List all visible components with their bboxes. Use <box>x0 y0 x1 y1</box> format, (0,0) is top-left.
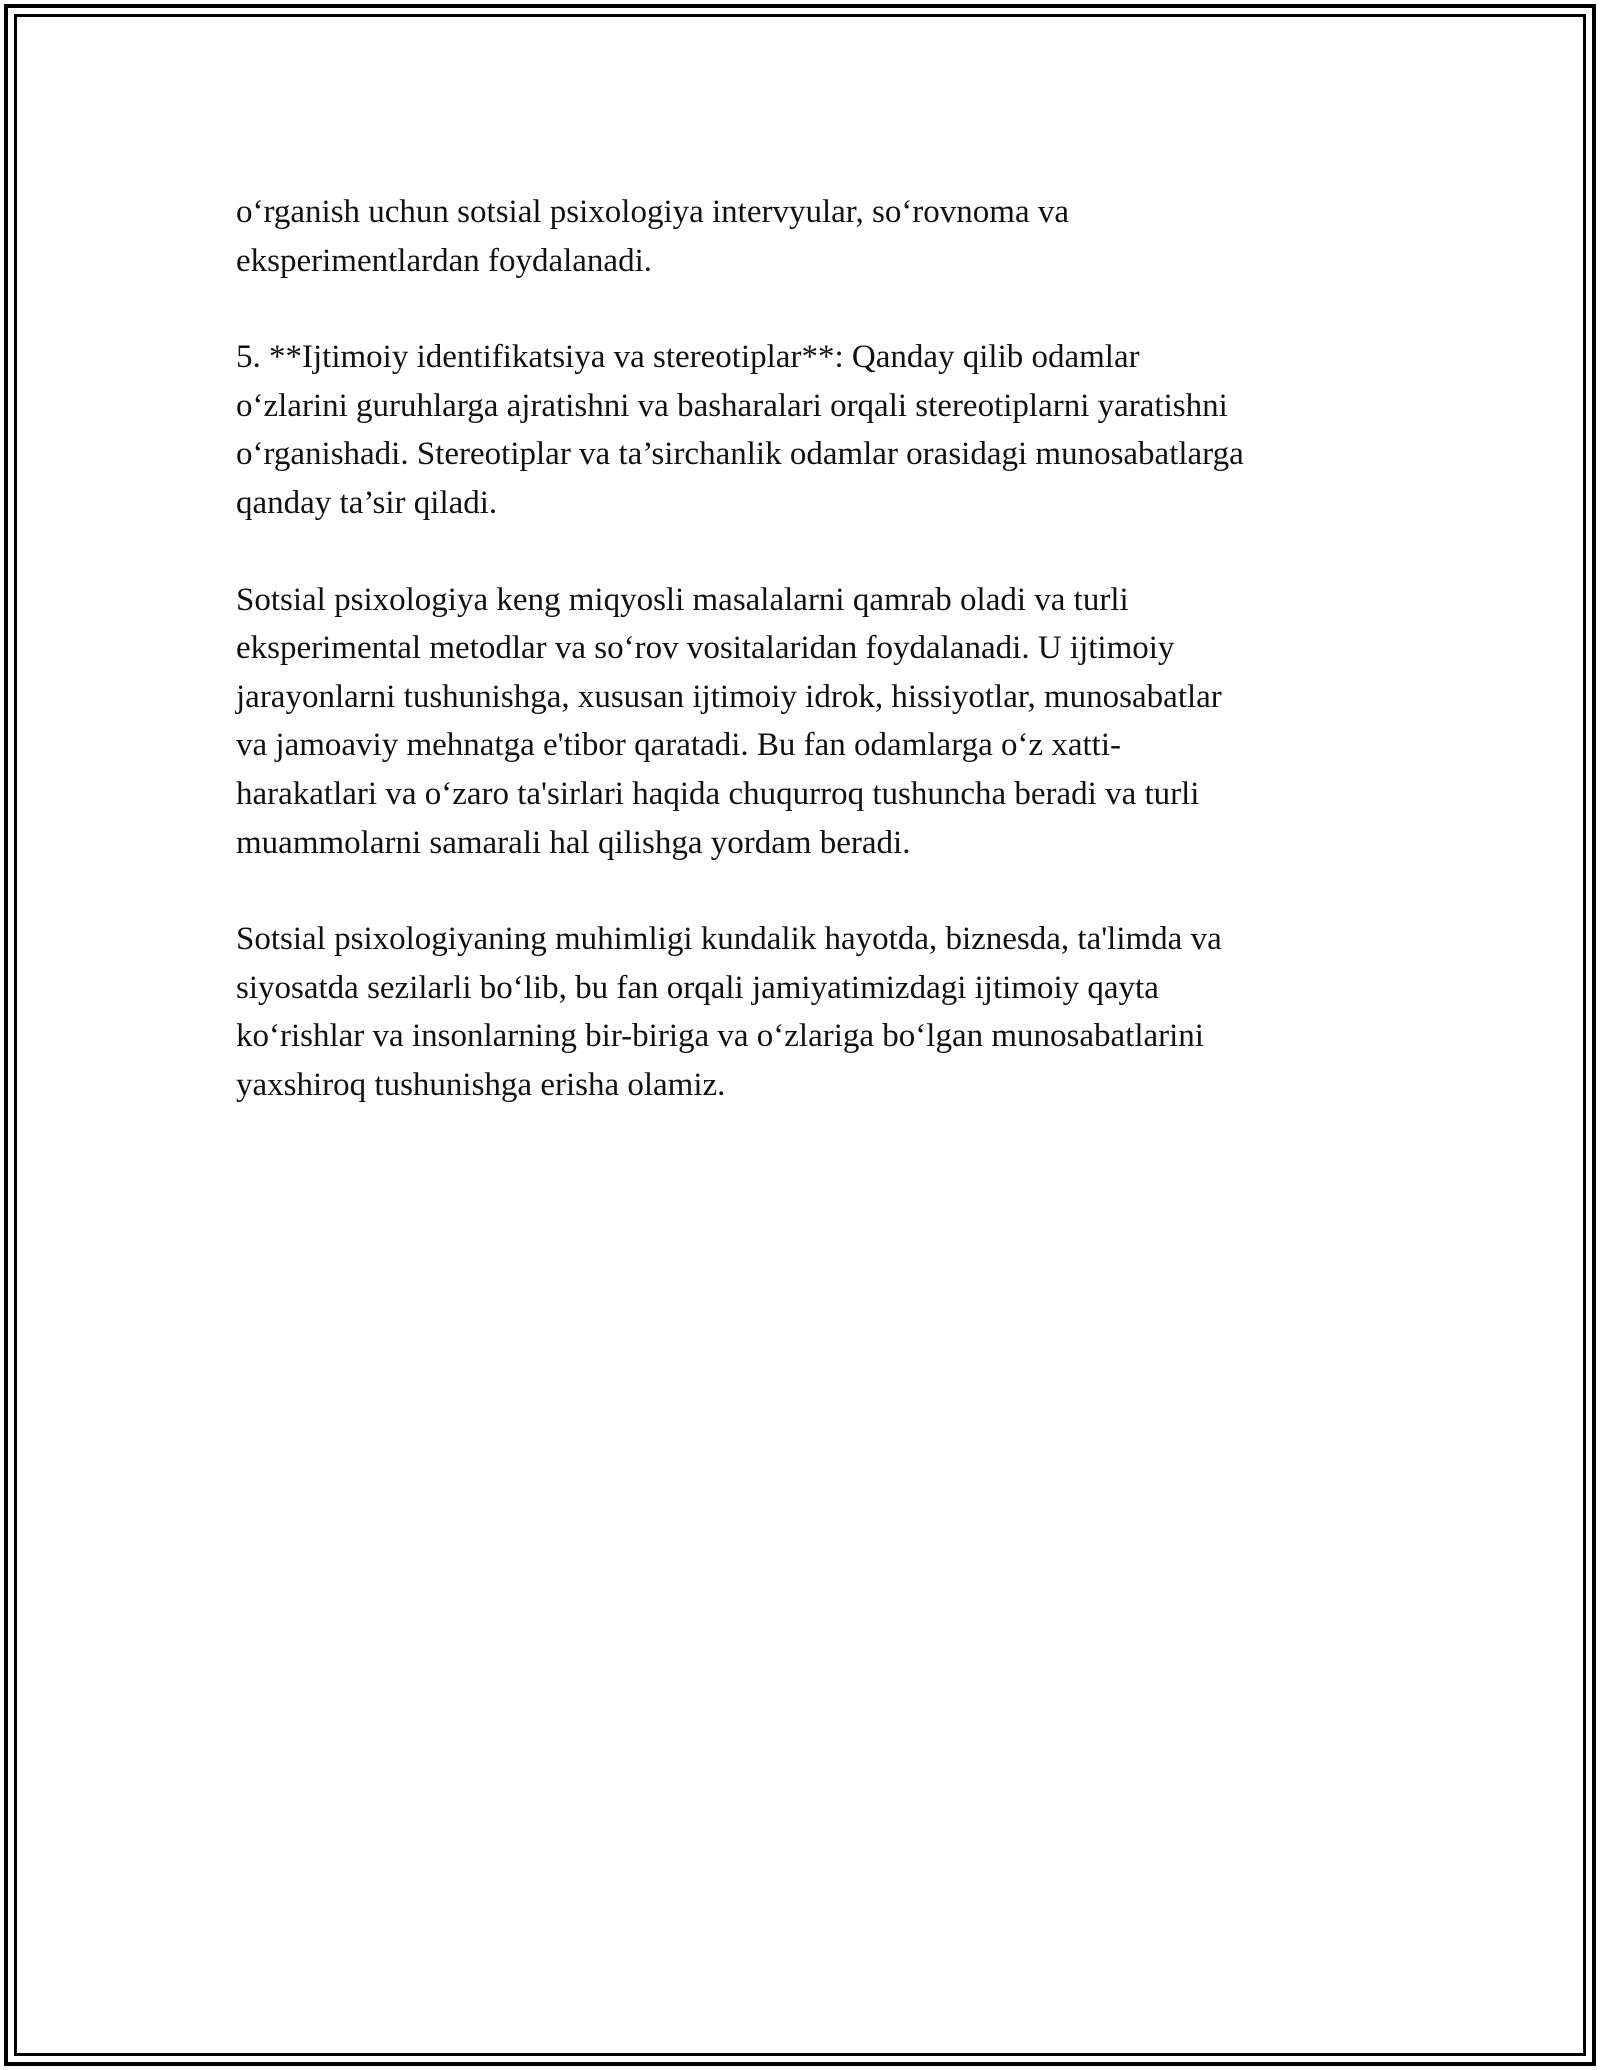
text-line: va jamoaviy mehnatga e'tibor qaratadi. Bu fan odamlarga o‘z xatti- <box>236 727 1122 764</box>
text-line: Sotsial psixologiya keng miqyosli masalalarni qamrab oladi va turli <box>236 581 1129 618</box>
paragraph-3 <box>236 576 1386 868</box>
text-line: muammolarni samarali hal qilishga yordam beradi. <box>236 824 911 861</box>
text-line: siyosatda sezilarli bo‘lib, bu fan orqali jamiyatimizdagi ijtimoiy qayta <box>236 969 1159 1006</box>
text-line: o‘rganishadi. Stereotiplar va ta’sirchanlik odamlar orasidagi munosabatlarga <box>236 436 1244 473</box>
text-line: qanday ta’sir qiladi. <box>236 484 498 521</box>
paragraph-1 <box>236 188 1386 285</box>
text-line: eksperimental metodlar va so‘rov vositalaridan foydalanadi. U ijtimoiy <box>236 630 1175 667</box>
paragraph-4 <box>236 915 1386 1109</box>
text-line: ko‘rishlar va insonlarning bir-biriga va o‘zlariga bo‘lgan munosabatlarini <box>236 1018 1204 1055</box>
text-line: yaxshiroq tushunishga erisha olamiz. <box>236 1066 726 1103</box>
text-line: harakatlari va o‘zaro ta'sirlari haqida chuqurroq tushuncha beradi va turli <box>236 775 1200 812</box>
text-line: eksperimentlardan foydalanadi. <box>236 242 652 279</box>
document-body <box>236 188 1386 1158</box>
text-line: 5. **Ijtimoiy identifikatsiya va stereotiplar**: Qanday qilib odamlar <box>236 339 1140 376</box>
text-line: Sotsial psixologiyaning muhimligi kundalik hayotda, biznesda, ta'limda va <box>236 921 1222 958</box>
paragraph-2 <box>236 333 1386 527</box>
text-line: o‘rganish uchun sotsial psixologiya intervyular, so‘rovnoma va <box>236 194 1070 230</box>
text-line: jarayonlarni tushunishga, xususan ijtimoiy idrok, hissiyotlar, munosabatlar <box>236 678 1222 715</box>
text-line: o‘zlarini guruhlarga ajratishni va basharalari orqali stereotiplarni yaratishni <box>236 387 1228 424</box>
